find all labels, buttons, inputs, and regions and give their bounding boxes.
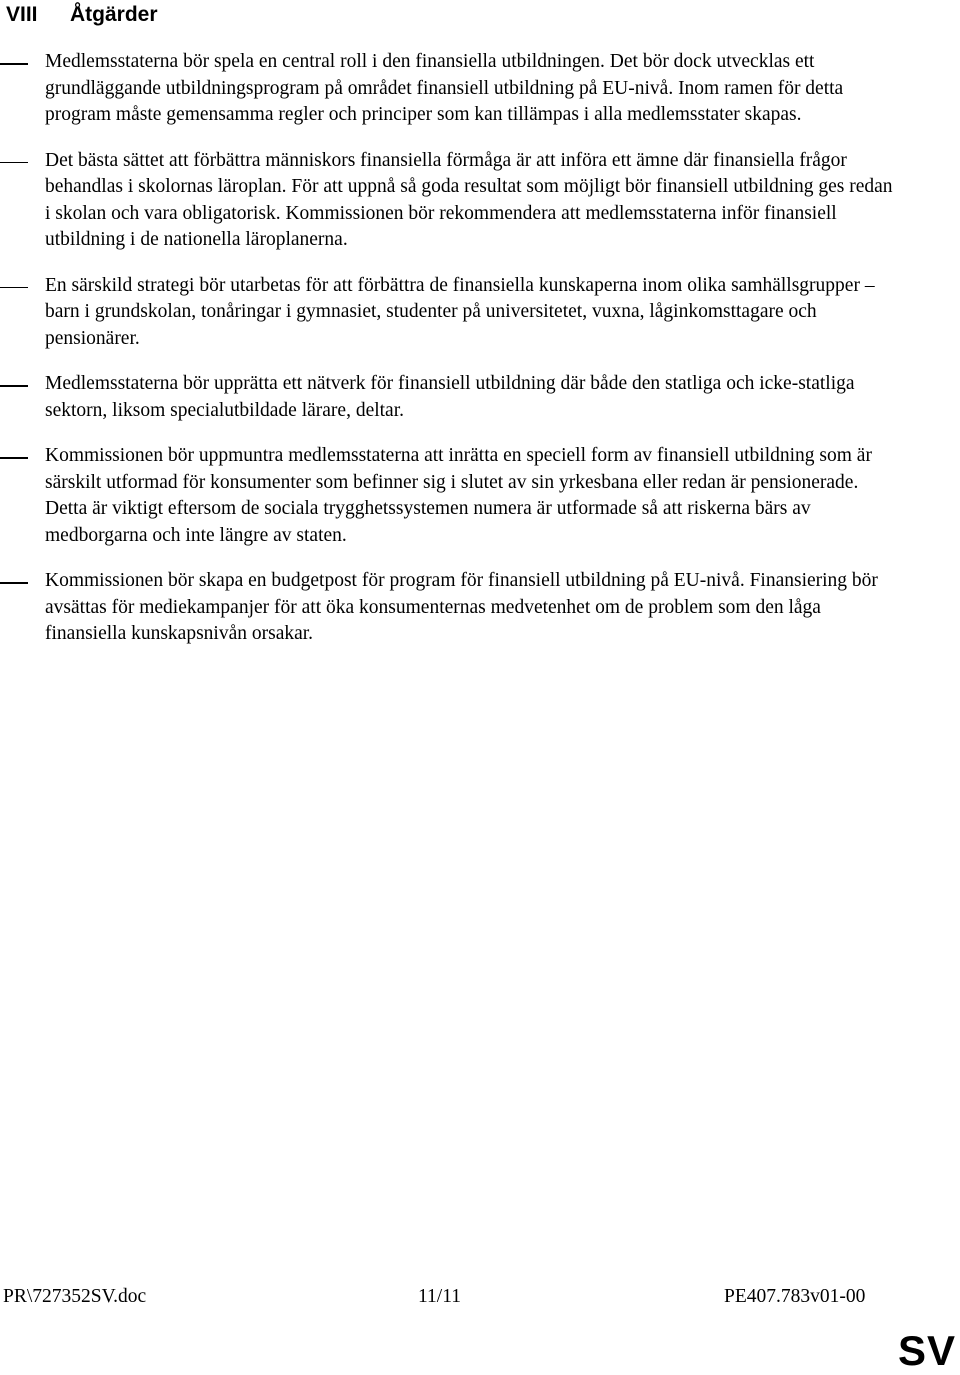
list-item — [0, 273, 900, 353]
list-item — [0, 443, 900, 549]
footer-pe-ref: PE407.783v01-00 — [724, 1286, 866, 1307]
list-item — [0, 568, 900, 648]
list-item — [0, 49, 900, 129]
list-item-text: Det bästa sättet att förbättra människors finansiella förmåga är att införa ett ämne där finansiella frågor behandlas i skolornas läroplan. För att uppnå så goda resultat som möjligt bör finansiell utbildning ges redan i skolan och vara obligatorisk. Kommissionen bör rekommendera att medlemsstaterna inför finansiell utbildning i de nationella läroplanerna. — [45, 149, 893, 250]
list-item-text: Kommissionen bör uppmuntra medlemsstaterna att inrätta en speciell form av finansiell utbildning som är särskilt utformad för konsumenter som befinner sig i slutet av sin yrkesbana eller redan är pensionerade. Detta är viktigt eftersom de sociala trygghetssystemen numera är utformade så att riskerna bärs av medborgarna och inte längre av staten. — [45, 445, 872, 546]
section-number: VIII — [6, 3, 38, 26]
footer-doc-ref: PR\727352SV.doc — [3, 1286, 147, 1307]
list-item-text: Kommissionen bör skapa en budgetpost för program för finansiell utbildning på EU-nivå. Finansiering bör avsättas för mediekampanjer för att öka konsumenternas medvetenhet om de problem som den låga finansiella kunskapsnivån orsakar. — [45, 570, 878, 644]
language-code: SV — [898, 1327, 957, 1374]
footer-page-number: 11/11 — [418, 1286, 461, 1307]
action-list — [0, 49, 900, 648]
list-item — [0, 148, 900, 254]
list-item-text: Medlemsstaterna bör upprätta ett nätverk för finansiell utbildning där både den statliga och icke-statliga sektorn, liksom specialutbildade lärare, deltar. — [45, 373, 855, 421]
list-item — [0, 371, 900, 424]
section-title: Åtgärder — [70, 3, 158, 26]
section-heading — [6, 2, 158, 28]
page-footer — [0, 1283, 960, 1311]
list-item-text: Medlemsstaterna bör spela en central roll i den finansiella utbildningen. Det bör dock utvecklas ett grundläggande utbildningsprogram på området finansiell utbildning på EU-nivå. Inom ramen för detta program måste gemensamma regler och principer som kan tillämpas i alla medlemsstater skapas. — [45, 51, 844, 125]
list-item-text: En särskild strategi bör utarbetas för att förbättra de finansiella kunskaperna inom olika samhällsgrupper – barn i grundskolan, tonåringar i gymnasiet, studenter på universitetet, vuxna, låginkomsttagare och pensionärer. — [45, 274, 875, 349]
